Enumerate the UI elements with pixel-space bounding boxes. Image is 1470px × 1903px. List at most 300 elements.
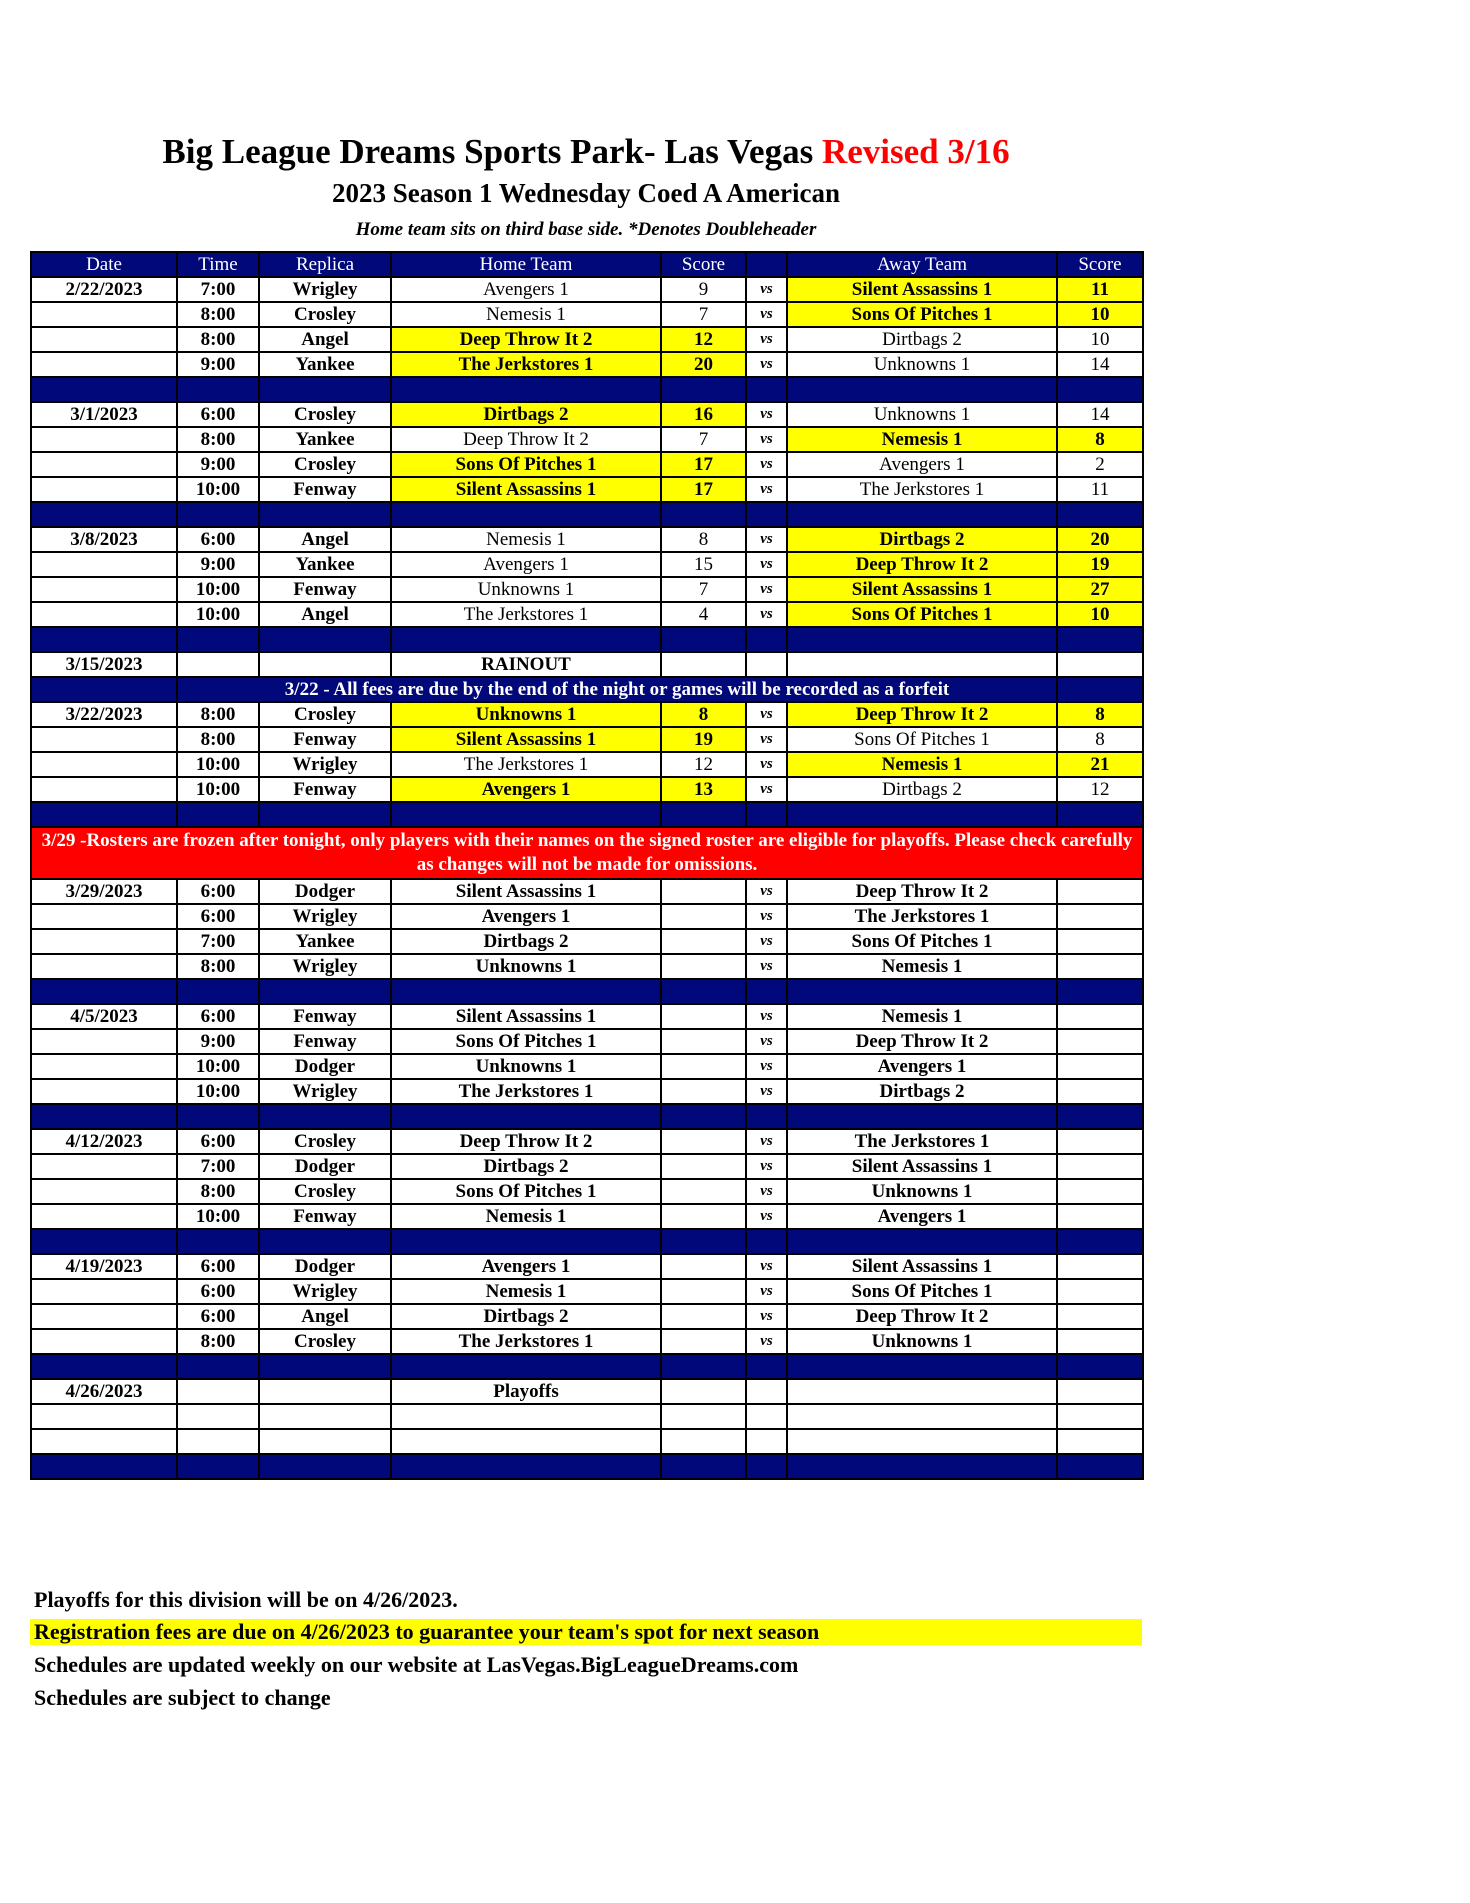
separator-cell [787, 377, 1057, 402]
away-score-cell: 14 [1057, 352, 1143, 377]
separator-cell [661, 627, 746, 652]
away-score-cell: 8 [1057, 727, 1143, 752]
date-cell [31, 954, 177, 979]
home-team-cell: Nemesis 1 [391, 1204, 661, 1229]
vs-cell: vs [746, 1204, 787, 1229]
vs-cell: vs [746, 352, 787, 377]
away-score-cell [1057, 1254, 1143, 1279]
replica-cell: Dodger [259, 1154, 391, 1179]
time-cell [177, 1429, 259, 1454]
time-cell: 6:00 [177, 1254, 259, 1279]
home-score-cell [661, 1179, 746, 1204]
vs-cell: vs [746, 702, 787, 727]
game-row [31, 402, 1143, 427]
separator-row [31, 802, 1143, 827]
separator-cell [259, 502, 391, 527]
home-team-cell: Avengers 1 [391, 552, 661, 577]
away-team-cell: Silent Assassins 1 [787, 277, 1057, 302]
replica-cell [259, 1429, 391, 1454]
footer-website: Schedules are updated weekly on our website at LasVegas.BigLeagueDreams.com [34, 1652, 799, 1677]
replica-cell: Crosley [259, 1129, 391, 1154]
separator-cell [661, 377, 746, 402]
separator-cell [746, 802, 787, 827]
replica-cell: Angel [259, 327, 391, 352]
home-team-cell [391, 1429, 661, 1454]
game-row [31, 477, 1143, 502]
game-row [31, 1329, 1143, 1354]
separator-cell [177, 1229, 259, 1254]
game-row [31, 777, 1143, 802]
date-cell [31, 1279, 177, 1304]
revised-label: Revised 3/16 [821, 132, 1010, 171]
col-home-team: Home Team [391, 252, 661, 277]
away-score-cell [1057, 1004, 1143, 1029]
away-team-cell: The Jerkstores 1 [787, 477, 1057, 502]
date-cell [31, 1304, 177, 1329]
home-score-cell: 12 [661, 752, 746, 777]
home-score-cell: 9 [661, 277, 746, 302]
away-score-cell: 19 [1057, 552, 1143, 577]
separator-cell [259, 1104, 391, 1129]
date-cell [31, 727, 177, 752]
empty-cell [787, 1429, 1057, 1454]
away-score-cell: 21 [1057, 752, 1143, 777]
separator-cell [391, 1354, 661, 1379]
game-row [31, 954, 1143, 979]
time-cell: 8:00 [177, 954, 259, 979]
date-cell [31, 1029, 177, 1054]
time-cell: 9:00 [177, 552, 259, 577]
home-team-cell: Nemesis 1 [391, 527, 661, 552]
separator-cell [259, 979, 391, 1004]
time-cell: 6:00 [177, 1004, 259, 1029]
time-cell: 6:00 [177, 1304, 259, 1329]
home-score-cell: 19 [661, 727, 746, 752]
time-cell: 10:00 [177, 777, 259, 802]
replica-cell: Angel [259, 1304, 391, 1329]
home-team-cell: Unknowns 1 [391, 702, 661, 727]
away-score-cell [1057, 1154, 1143, 1179]
date-cell: 3/15/2023 [31, 652, 177, 677]
separator-row [31, 1104, 1143, 1129]
home-team-cell: Deep Throw It 2 [391, 427, 661, 452]
away-score-cell [1057, 1204, 1143, 1229]
separator-cell [1057, 1454, 1143, 1479]
vs-cell: vs [746, 777, 787, 802]
home-team-cell: Unknowns 1 [391, 577, 661, 602]
separator-row [31, 1229, 1143, 1254]
date-cell [31, 352, 177, 377]
home-team-cell: Avengers 1 [391, 1254, 661, 1279]
replica-cell: Wrigley [259, 752, 391, 777]
home-team-cell: The Jerkstores 1 [391, 602, 661, 627]
game-row [31, 302, 1143, 327]
date-cell [31, 777, 177, 802]
home-score-cell [661, 1029, 746, 1054]
time-cell: 10:00 [177, 1204, 259, 1229]
home-score-cell: 7 [661, 302, 746, 327]
home-score-cell [661, 879, 746, 904]
home-score-cell [661, 1204, 746, 1229]
separator-cell [1057, 1354, 1143, 1379]
col-vs [746, 252, 787, 277]
game-row [31, 1279, 1143, 1304]
away-score-cell [1057, 1079, 1143, 1104]
separator-cell [787, 1454, 1057, 1479]
away-team-cell: Unknowns 1 [787, 1179, 1057, 1204]
away-team-cell: Sons Of Pitches 1 [787, 602, 1057, 627]
replica-cell: Wrigley [259, 904, 391, 929]
home-team-cell: The Jerkstores 1 [391, 752, 661, 777]
home-score-cell [661, 904, 746, 929]
replica-cell [259, 1404, 391, 1429]
away-score-cell [1057, 1304, 1143, 1329]
empty-cell [661, 1379, 746, 1404]
game-row [31, 929, 1143, 954]
away-team-cell: Sons Of Pitches 1 [787, 302, 1057, 327]
home-score-cell [661, 1154, 746, 1179]
away-team-cell: Deep Throw It 2 [787, 552, 1057, 577]
home-team-cell: Silent Assassins 1 [391, 1004, 661, 1029]
home-team-cell: Dirtbags 2 [391, 929, 661, 954]
time-cell: 10:00 [177, 752, 259, 777]
vs-cell: vs [746, 929, 787, 954]
away-score-cell [1057, 929, 1143, 954]
separator-cell [661, 979, 746, 1004]
date-cell [31, 1429, 177, 1454]
time-cell: 8:00 [177, 1329, 259, 1354]
vs-cell: vs [746, 602, 787, 627]
replica-cell: Wrigley [259, 1279, 391, 1304]
away-team-cell: Silent Assassins 1 [787, 577, 1057, 602]
time-cell: 8:00 [177, 302, 259, 327]
away-team-cell: Avengers 1 [787, 1204, 1057, 1229]
empty-cell [1057, 652, 1143, 677]
away-team-cell: Sons Of Pitches 1 [787, 929, 1057, 954]
home-score-cell: 15 [661, 552, 746, 577]
separator-cell [661, 1454, 746, 1479]
separator-cell [746, 1354, 787, 1379]
separator-cell [31, 377, 177, 402]
separator-cell [1057, 377, 1143, 402]
vs-cell: vs [746, 954, 787, 979]
time-cell: 8:00 [177, 702, 259, 727]
col-away-score: Score [1057, 252, 1143, 277]
separator-cell [746, 627, 787, 652]
replica-cell: Crosley [259, 702, 391, 727]
game-row [31, 1054, 1143, 1079]
away-team-cell: Unknowns 1 [787, 1329, 1057, 1354]
home-team-cell: Dirtbags 2 [391, 1154, 661, 1179]
replica-cell: Angel [259, 527, 391, 552]
separator-row [31, 377, 1143, 402]
separator-cell [787, 979, 1057, 1004]
separator-row [31, 627, 1143, 652]
replica-cell: Wrigley [259, 954, 391, 979]
time-cell: 6:00 [177, 402, 259, 427]
col-away-team: Away Team [787, 252, 1057, 277]
home-score-cell: 7 [661, 577, 746, 602]
vs-cell: vs [746, 527, 787, 552]
date-cell [31, 427, 177, 452]
empty-cell [787, 1404, 1057, 1429]
separator-cell [787, 502, 1057, 527]
empty-cell [746, 1429, 787, 1454]
vs-cell: vs [746, 1179, 787, 1204]
date-cell [31, 327, 177, 352]
away-team-cell: Dirtbags 2 [787, 527, 1057, 552]
separator-cell [31, 802, 177, 827]
game-row [31, 879, 1143, 904]
replica-cell: Fenway [259, 1004, 391, 1029]
away-team-cell: Dirtbags 2 [787, 777, 1057, 802]
away-score-cell: 10 [1057, 302, 1143, 327]
vs-cell: vs [746, 552, 787, 577]
replica-cell: Wrigley [259, 277, 391, 302]
home-score-cell [661, 954, 746, 979]
home-score-cell [661, 1254, 746, 1279]
away-team-cell: The Jerkstores 1 [787, 904, 1057, 929]
home-score-cell: 16 [661, 402, 746, 427]
subtitle: 2023 Season 1 Wednesday Coed A American [331, 178, 841, 208]
away-score-cell [1057, 1054, 1143, 1079]
separator-cell [177, 1354, 259, 1379]
vs-cell: vs [746, 1079, 787, 1104]
game-row [31, 552, 1143, 577]
game-row [31, 752, 1143, 777]
vs-cell: vs [746, 327, 787, 352]
home-score-cell [661, 1054, 746, 1079]
date-cell [31, 1179, 177, 1204]
replica-cell: Fenway [259, 777, 391, 802]
vs-cell: vs [746, 752, 787, 777]
replica-cell: Crosley [259, 402, 391, 427]
time-cell: 8:00 [177, 327, 259, 352]
separator-cell [177, 627, 259, 652]
time-cell: 10:00 [177, 477, 259, 502]
special-row [31, 1404, 1143, 1429]
separator-cell [1057, 627, 1143, 652]
time-cell: 6:00 [177, 904, 259, 929]
replica-cell: Fenway [259, 577, 391, 602]
date-cell [31, 929, 177, 954]
date-cell: 2/22/2023 [31, 277, 177, 302]
vs-cell: vs [746, 452, 787, 477]
home-score-cell: 17 [661, 477, 746, 502]
separator-cell [31, 627, 177, 652]
away-score-cell [1057, 954, 1143, 979]
game-row [31, 1079, 1143, 1104]
away-team-cell: Deep Throw It 2 [787, 1029, 1057, 1054]
date-cell [31, 1329, 177, 1354]
separator-cell [177, 377, 259, 402]
home-team-cell: Sons Of Pitches 1 [391, 452, 661, 477]
footer-registration: Registration fees are due on 4/26/2023 to guarantee your team's spot for next season [30, 1619, 1142, 1645]
replica-cell: Dodger [259, 879, 391, 904]
home-score-cell [661, 1304, 746, 1329]
away-score-cell: 10 [1057, 602, 1143, 627]
separator-cell [746, 377, 787, 402]
footer-subject-to-change: Schedules are subject to change [34, 1685, 331, 1710]
separator-cell [259, 1454, 391, 1479]
home-score-cell: 20 [661, 352, 746, 377]
col-home-score: Score [661, 252, 746, 277]
away-team-cell: Dirtbags 2 [787, 1079, 1057, 1104]
replica-cell: Crosley [259, 1329, 391, 1354]
date-cell [31, 577, 177, 602]
separator-cell [661, 1354, 746, 1379]
separator-cell [746, 1104, 787, 1129]
time-cell: 8:00 [177, 1179, 259, 1204]
separator-cell [661, 1104, 746, 1129]
vs-cell: vs [746, 1029, 787, 1054]
separator-cell [31, 502, 177, 527]
home-score-cell [661, 1129, 746, 1154]
vs-cell: vs [746, 727, 787, 752]
separator-cell [746, 502, 787, 527]
time-cell [177, 1379, 259, 1404]
game-row [31, 1304, 1143, 1329]
empty-cell [661, 1429, 746, 1454]
away-team-cell: Deep Throw It 2 [787, 1304, 1057, 1329]
separator-cell [391, 1229, 661, 1254]
title-main: Big League Dreams Sports Park- Las Vegas [162, 132, 822, 171]
home-team-cell: Sons Of Pitches 1 [391, 1179, 661, 1204]
game-row [31, 727, 1143, 752]
separator-cell [177, 502, 259, 527]
replica-cell: Yankee [259, 352, 391, 377]
separator-cell [31, 979, 177, 1004]
away-score-cell: 2 [1057, 452, 1143, 477]
time-cell: 6:00 [177, 1279, 259, 1304]
separator-cell [177, 1104, 259, 1129]
game-row [31, 527, 1143, 552]
away-score-cell: 8 [1057, 427, 1143, 452]
game-row [31, 427, 1143, 452]
time-cell: 7:00 [177, 277, 259, 302]
home-team-cell: Avengers 1 [391, 904, 661, 929]
away-score-cell: 11 [1057, 477, 1143, 502]
home-team-cell: Avengers 1 [391, 277, 661, 302]
home-team-cell: Nemesis 1 [391, 302, 661, 327]
game-row [31, 277, 1143, 302]
home-team-cell: Avengers 1 [391, 777, 661, 802]
home-team-cell: Sons Of Pitches 1 [391, 1029, 661, 1054]
separator-cell [177, 979, 259, 1004]
empty-cell [746, 1379, 787, 1404]
separator-cell [259, 627, 391, 652]
replica-cell [259, 1379, 391, 1404]
separator-cell [787, 802, 1057, 827]
home-team-cell: RAINOUT [391, 652, 661, 677]
home-score-cell [661, 1279, 746, 1304]
empty-cell [787, 652, 1057, 677]
away-team-cell: Dirtbags 2 [787, 327, 1057, 352]
empty-cell [746, 1404, 787, 1429]
home-team-cell: Unknowns 1 [391, 954, 661, 979]
separator-cell [391, 979, 661, 1004]
home-score-cell: 4 [661, 602, 746, 627]
empty-cell [1057, 1404, 1143, 1429]
game-row [31, 452, 1143, 477]
separator-cell [259, 1354, 391, 1379]
separator-cell [661, 502, 746, 527]
date-cell: 4/19/2023 [31, 1254, 177, 1279]
home-score-cell [661, 1004, 746, 1029]
date-cell [31, 1204, 177, 1229]
home-score-cell: 17 [661, 452, 746, 477]
date-cell: 3/1/2023 [31, 402, 177, 427]
home-team-cell: Dirtbags 2 [391, 1304, 661, 1329]
header-row [31, 252, 1143, 277]
game-row [31, 1154, 1143, 1179]
game-row [31, 1179, 1143, 1204]
away-score-cell [1057, 1179, 1143, 1204]
away-score-cell [1057, 1129, 1143, 1154]
home-team-cell: The Jerkstores 1 [391, 1079, 661, 1104]
date-cell: 4/12/2023 [31, 1129, 177, 1154]
vs-cell: vs [746, 1129, 787, 1154]
away-score-cell [1057, 879, 1143, 904]
separator-row [31, 502, 1143, 527]
date-cell: 3/8/2023 [31, 527, 177, 552]
away-team-cell: Silent Assassins 1 [787, 1154, 1057, 1179]
special-row [31, 1429, 1143, 1454]
away-team-cell: Unknowns 1 [787, 352, 1057, 377]
separator-row [31, 1354, 1143, 1379]
col-time: Time [177, 252, 259, 277]
separator-cell [391, 627, 661, 652]
separator-cell [391, 1104, 661, 1129]
date-cell [31, 1079, 177, 1104]
vs-cell: vs [746, 277, 787, 302]
vs-cell: vs [746, 1279, 787, 1304]
home-team-cell: Nemesis 1 [391, 1279, 661, 1304]
away-score-cell [1057, 1279, 1143, 1304]
footer-playoffs: Playoffs for this division will be on 4/26/2023. [34, 1587, 458, 1612]
empty-cell [1057, 1429, 1143, 1454]
fees-notice: 3/22 - All fees are due by the end of the night or games will be recorded as a forfeit [177, 677, 1057, 702]
separator-cell [1057, 1104, 1143, 1129]
away-team-cell: Avengers 1 [787, 1054, 1057, 1079]
replica-cell: Dodger [259, 1054, 391, 1079]
time-cell: 7:00 [177, 929, 259, 954]
home-team-cell [391, 1404, 661, 1429]
separator-cell [391, 377, 661, 402]
home-score-cell [661, 1079, 746, 1104]
time-cell: 7:00 [177, 1154, 259, 1179]
separator-cell [31, 1354, 177, 1379]
page-title [0, 132, 1172, 172]
fees-notice-row [31, 677, 1143, 702]
date-cell: 4/5/2023 [31, 1004, 177, 1029]
vs-cell: vs [746, 402, 787, 427]
away-score-cell: 20 [1057, 527, 1143, 552]
replica-cell: Crosley [259, 452, 391, 477]
away-score-cell: 14 [1057, 402, 1143, 427]
home-score-cell: 8 [661, 702, 746, 727]
replica-cell: Angel [259, 602, 391, 627]
separator-cell [259, 1229, 391, 1254]
game-row [31, 352, 1143, 377]
empty-cell [746, 652, 787, 677]
home-team-cell: The Jerkstores 1 [391, 352, 661, 377]
home-score-cell: 8 [661, 527, 746, 552]
time-cell [177, 1404, 259, 1429]
roster-alert: 3/29 -Rosters are frozen after tonight, only players with their names on the signed roster are eligible for playoffs. Please check carefully as changes will not be made for omissions. [31, 827, 1143, 879]
away-team-cell: Deep Throw It 2 [787, 702, 1057, 727]
game-row [31, 327, 1143, 352]
